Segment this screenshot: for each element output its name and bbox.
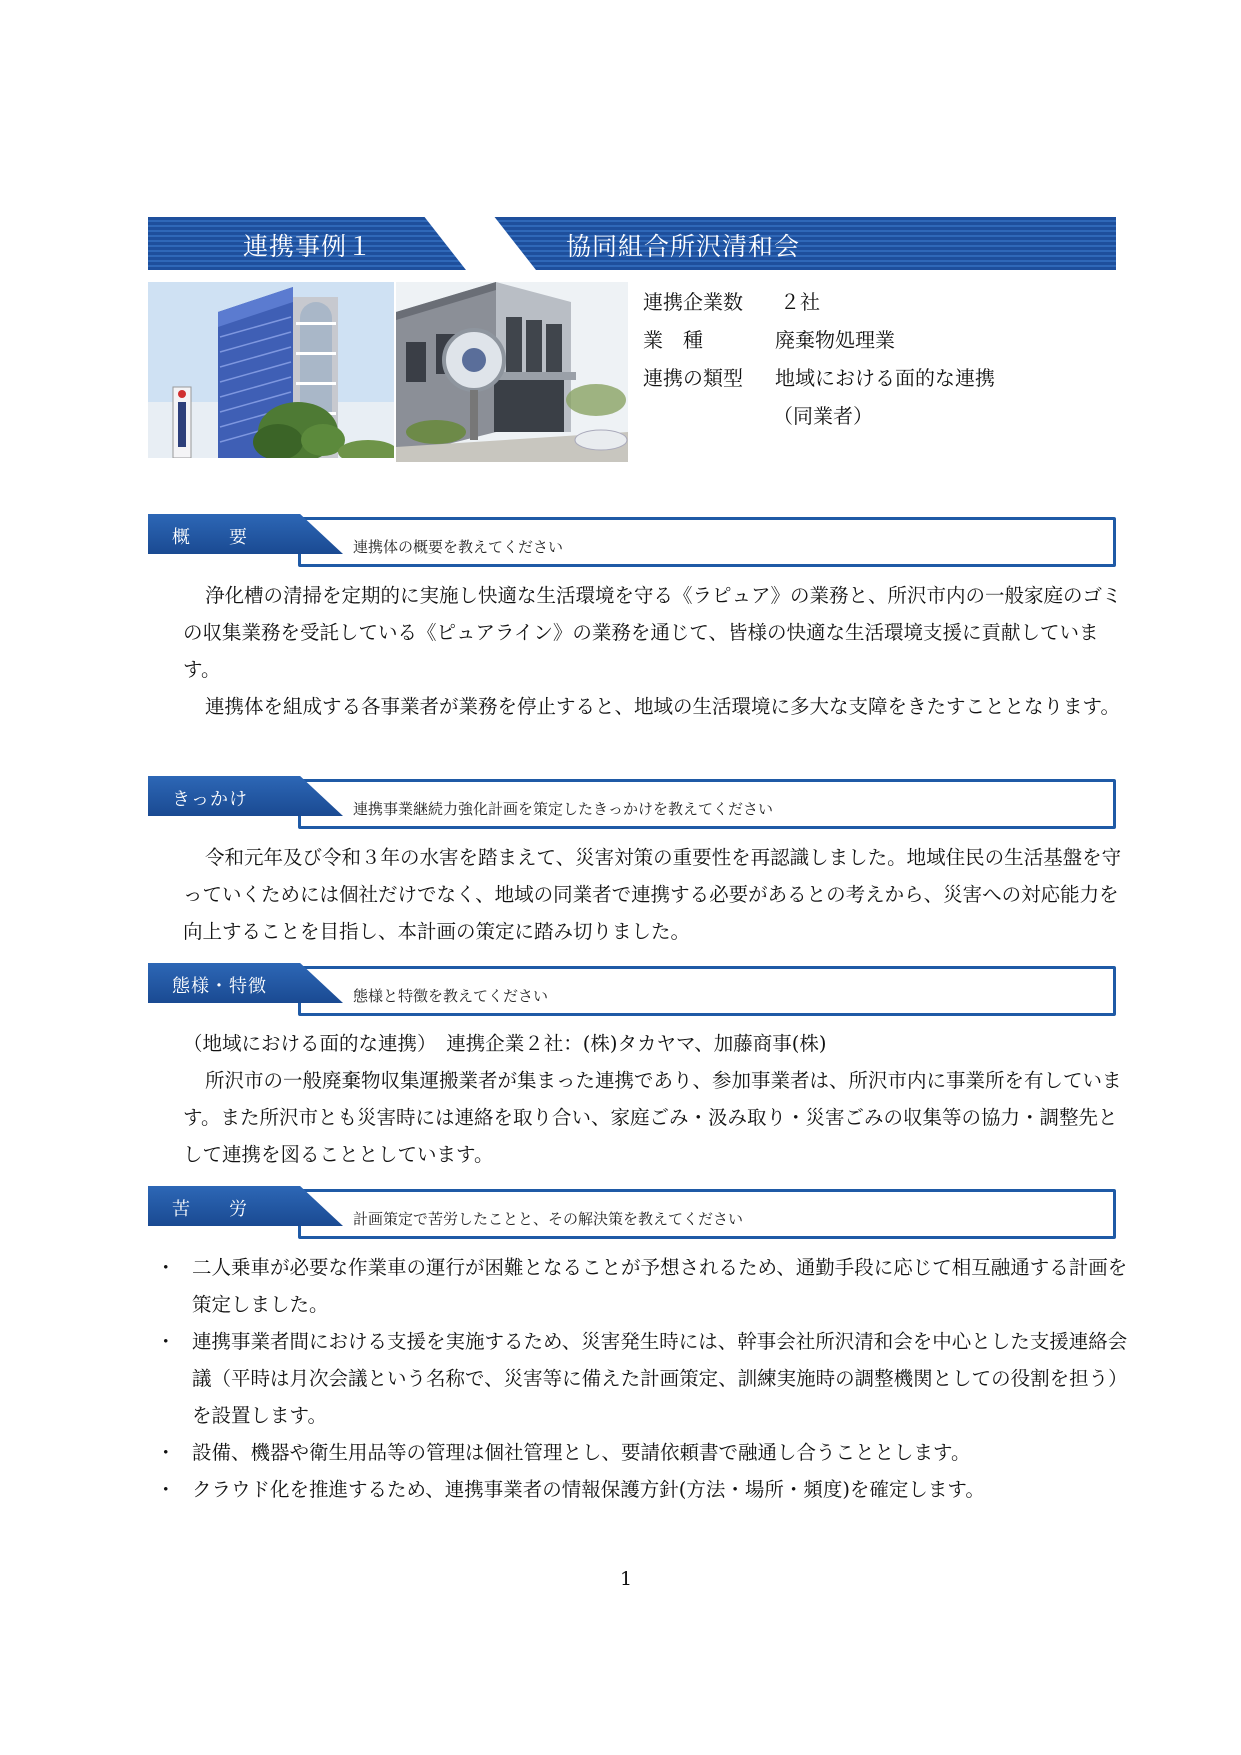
section-prompt: 連携体の概要を教えてください [353,538,564,556]
overview-paragraph-2: 連携体を組成する各事業者が業務を停止すると、地域の生活環境に多大な支障をきたすこととなります。 [205,695,1120,718]
bullet-mark: ・ [156,1441,176,1464]
bullet-mark: ・ [156,1330,176,1353]
features-paragraph: 所沢市の一般廃棄物収集運搬業者が集まった連携であり、参加事業者は、所沢市内に事業所を有しています。また所沢市とも災害時には連絡を取り合い、家庭ごみ・汲み取り・災害ごみの収集等の協力・調整先として連携を図ることとしています。 [183,1069,1122,1166]
facility-photo [396,282,628,462]
section-prompt: 計画策定で苦労したことと、その解決策を教えてください [353,1210,744,1228]
features-line-1: （地域における面的な連携） 連携企業２社：(株)タカヤマ、加藤商事(株) [183,1032,827,1055]
office-building-photo [148,282,394,458]
list-item: ・ クラウド化を推進するため、連携事業者の情報保護方針(方法・場所・頻度)を確定します。 [150,1471,1130,1508]
hardship-list [150,1249,1130,1508]
info-value: 廃棄物処理業 [775,328,895,352]
overview-paragraph-1: 浄化槽の清掃を定期的に実施し快適な生活環境を守る《ラピュア》の業務と、所沢市内の一般家庭のゴミの収集業務を受託している《ピュアライン》の業務を通じて、皆様の快適な生活環境支援に貢献しています。 [183,584,1122,681]
section-header-hardship [148,1186,1116,1238]
section-prompt: 連携事業継続力強化計画を策定したきっかけを教えてください [353,800,774,818]
bullet-mark: ・ [156,1478,176,1501]
section-title: きっかけ [172,789,248,810]
organization-name: 協同組合所沢清和会 [566,232,801,261]
info-value: ２社 [780,290,820,314]
info-label: 連携の類型 [643,366,743,390]
section-title: 苦 労 [172,1199,248,1220]
list-item: ・ 二人乗車が必要な作業車の運行が困難となることが予想されるため、通勤手段に応じて相互融通する計画を策定しました。 [150,1249,1130,1323]
section-prompt: 態様と特徴を教えてください [353,987,549,1005]
section-title: 態様・特徴 [172,976,267,997]
section-header-trigger [148,776,1116,828]
page-number: 1 [620,1568,633,1590]
info-label: 業 種 [643,328,703,352]
title-banner [148,217,1116,270]
section-header-overview [148,514,1116,566]
list-item: ・ 連携事業者間における支援を実施するため、災害発生時には、幹事会社所沢清和会を中心とした支援連絡会議（平時は月次会議という名称で、災害等に備えた計画策定、訓練実施時の調整機関としての役割を担う）を設置します。 [150,1323,1130,1434]
section-title: 概 要 [172,527,248,548]
section-header-features [148,963,1116,1015]
trigger-paragraph: 令和元年及び令和３年の水害を踏まえて、災害対策の重要性を再認識しました。地域住民の生活基盤を守っていくためには個社だけでなく、地域の同業者で連携する必要があるとの考えから、災害への対応能力を向上することを目指し、本計画の策定に踏み切りました。 [183,846,1122,943]
info-value: （同業者） [773,404,873,428]
case-number-title: 連携事例１ [243,232,374,261]
info-value: 地域における面的な連携 [775,366,995,390]
bullet-mark: ・ [156,1256,176,1279]
banner-divider [421,217,546,270]
info-label: 連携企業数 [643,290,743,314]
list-item: ・ 設備、機器や衛生用品等の管理は個社管理とし、要請依頼書で融通し合うこととします。 [150,1434,1130,1471]
